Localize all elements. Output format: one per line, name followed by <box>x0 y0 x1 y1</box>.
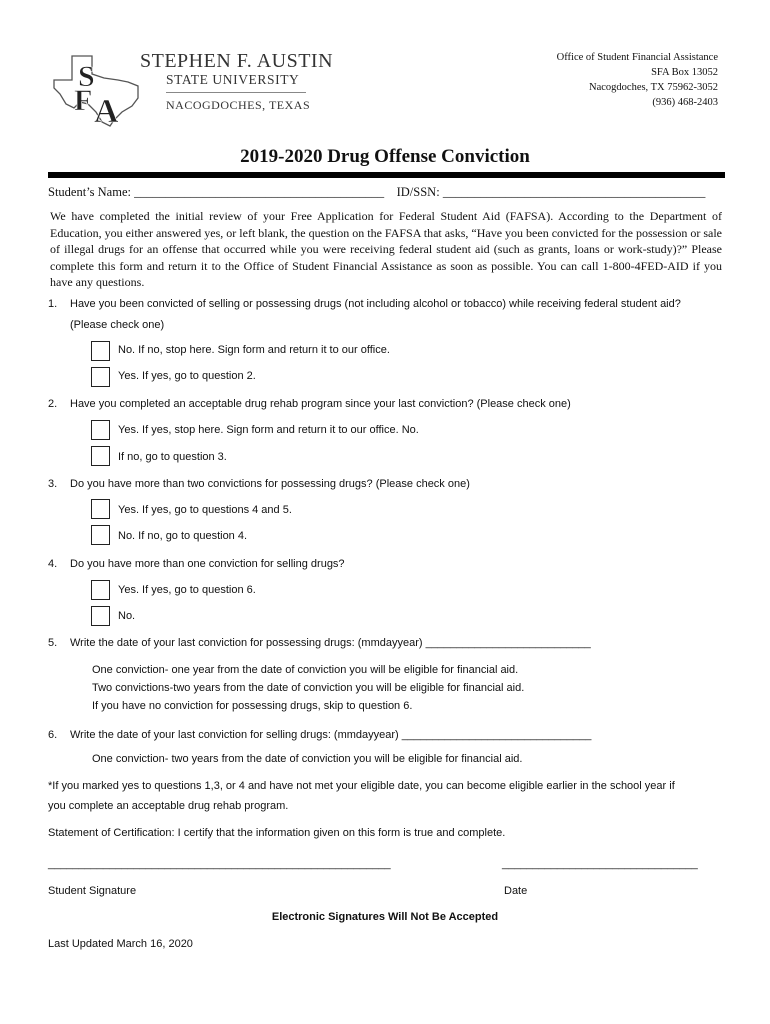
date-label: Date <box>504 885 528 897</box>
question-text: Have you completed an acceptable drug rehab program since your last conviction? (Please check one) <box>70 398 571 410</box>
option-label: No. If no, go to question 4. <box>118 530 248 542</box>
checkbox-q4-no[interactable] <box>91 606 110 626</box>
checkbox-q2-yes[interactable] <box>91 420 110 440</box>
question-text: Do you have more than two convictions for possessing drugs? (Please check one) <box>70 478 470 490</box>
question-number: 1. <box>48 298 58 310</box>
office-address <box>557 50 718 110</box>
logo-letter-a: A <box>94 93 119 128</box>
form-title: 2019-2020 Drug Offense Conviction <box>240 146 530 167</box>
university-location: NACOGDOCHES, TEXAS <box>166 98 311 112</box>
signature-label: Student Signature <box>48 885 137 897</box>
last-updated: Last Updated March 16, 2020 <box>48 938 193 950</box>
question-number: 6. <box>48 729 58 741</box>
option-label: Yes. If yes, go to question 6. <box>118 584 256 596</box>
university-sub: STATE UNIVERSITY <box>166 72 300 87</box>
question-text[interactable]: Write the date of your last conviction for selling drugs: (mmdayyear) _______________________________ <box>70 729 592 741</box>
logo-letter-f: F <box>74 84 93 117</box>
question-subtext: (Please check one) <box>70 319 165 331</box>
student-name-field[interactable]: ________________________________________ <box>134 185 385 199</box>
footnote-line: *If you marked yes to questions 1,3, or 4 and have not met your eligible date, you can become eligible earlier in the school year if <box>48 780 675 792</box>
option-label: No. <box>118 610 136 622</box>
checkbox-q1-yes[interactable] <box>91 367 110 387</box>
eligibility-note: One conviction- one year from the date of conviction you will be eligible for financial aid. <box>92 664 519 676</box>
date-line[interactable]: ________________________________ <box>502 858 698 870</box>
office-line: SFA Box 13052 <box>651 67 718 78</box>
title-rule <box>48 172 725 178</box>
checkbox-q4-yes[interactable] <box>91 580 110 600</box>
eligibility-note: One conviction- two years from the date of conviction you will be eligible for financial aid. <box>92 753 523 765</box>
option-label: Yes. If yes, go to question 2. <box>118 370 256 382</box>
office-line: Nacogdoches, TX 75962-3052 <box>589 82 718 93</box>
certification-statement: Statement of Certification: I certify that the information given on this form is true and complete. <box>48 827 506 839</box>
eligibility-note: Two convictions-two years from the date of conviction you will be eligible for financial aid. <box>92 682 525 694</box>
footnote-line: you complete an acceptable drug rehab program. <box>48 800 289 812</box>
university-logo <box>52 52 142 128</box>
electronic-signature-notice: Electronic Signatures Will Not Be Accepted <box>271 911 499 923</box>
question-number: 3. <box>48 478 58 490</box>
office-line: Office of Student Financial Assistance <box>556 52 718 63</box>
option-label: No. If no, stop here. Sign form and return it to our office. <box>118 344 390 356</box>
option-label: Yes. If yes, stop here. Sign form and return it to our office. No. <box>118 424 419 436</box>
id-label: ID/SSN: <box>396 185 440 199</box>
intro-paragraph: We have completed the initial review of your Free Application for Federal Student Aid (FAFSA). According to the Department of Education, you either answered yes, or left blank, the question on the FAFSA that asks, “Have you been convicted for the possession or sale of illegal drugs for an offense that occurred while you were receiving federal student aid (such as grants, loans or work-study)?” Please complete this form and return it to the Office of Student Financial Assistance as soon as possible. You can call 1-800-4FED-AID if you have any questions. <box>50 209 722 289</box>
option-label: Yes. If yes, go to questions 4 and 5. <box>118 504 292 516</box>
checkbox-q1-no[interactable] <box>91 341 110 361</box>
logo-letter-s: S <box>78 60 95 93</box>
student-name-label: Student’s Name: <box>48 185 131 199</box>
signature-line[interactable]: ________________________________________________________ <box>48 858 391 870</box>
question-number: 4. <box>48 558 58 570</box>
question-text: Have you been convicted of selling or possessing drugs (not including alcohol or tobacco) while receiving federal student aid? <box>70 298 681 310</box>
question-number: 5. <box>48 637 58 649</box>
checkbox-q2-no[interactable] <box>91 446 110 466</box>
eligibility-note: If you have no conviction for possessing drugs, skip to question 6. <box>92 700 413 712</box>
question-text: Do you have more than one conviction for selling drugs? <box>70 558 345 570</box>
option-label: If no, go to question 3. <box>118 451 227 463</box>
question-number: 2. <box>48 398 58 410</box>
id-field[interactable]: __________________________________________ <box>442 185 706 199</box>
header-divider <box>166 92 306 93</box>
student-fields <box>48 185 705 200</box>
office-line: (936) 468-2403 <box>652 97 718 108</box>
question-text[interactable]: Write the date of your last conviction for possessing drugs: (mmdayyear) ___________________________ <box>70 637 591 649</box>
checkbox-q3-yes[interactable] <box>91 499 110 519</box>
checkbox-q3-no[interactable] <box>91 525 110 545</box>
university-name: STEPHEN F. AUSTIN <box>140 50 334 72</box>
